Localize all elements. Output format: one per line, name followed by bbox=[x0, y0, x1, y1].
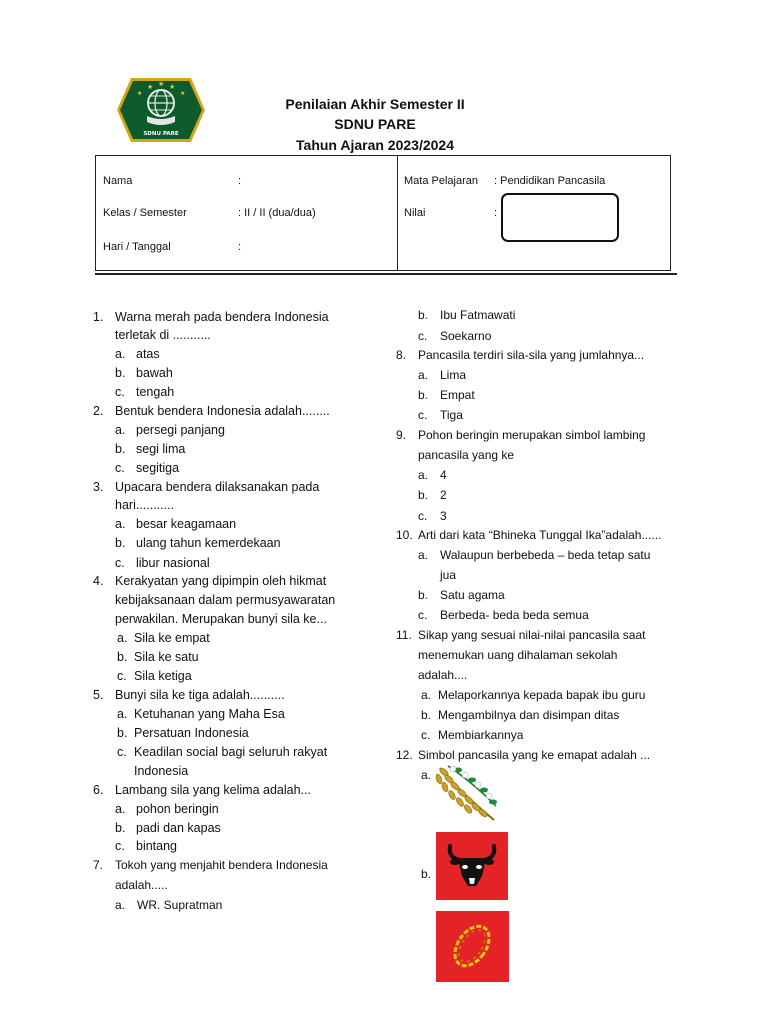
q1-option-a[interactable]: atas bbox=[136, 347, 160, 361]
q5-option-label: a. bbox=[117, 707, 128, 721]
q2-option-label: b. bbox=[115, 442, 126, 456]
school-logo bbox=[117, 76, 205, 144]
q6-text: Lambang sila yang kelima adalah... bbox=[115, 783, 311, 797]
q8-option-label: a. bbox=[418, 368, 429, 382]
q3-option-c[interactable]: libur nasional bbox=[136, 556, 210, 570]
svg-text:★: ★ bbox=[158, 80, 165, 88]
svg-text:★: ★ bbox=[180, 90, 186, 97]
padi-kapas-symbol[interactable] bbox=[432, 762, 502, 824]
q12-option-label: a. bbox=[421, 768, 432, 782]
q9-option-a[interactable]: 4 bbox=[440, 468, 447, 482]
q3-text: hari........... bbox=[115, 498, 175, 512]
academic-year: Tahun Ajaran 2023/2024 bbox=[296, 137, 454, 153]
q6-option-label: c. bbox=[115, 839, 125, 853]
q4-option-label: b. bbox=[117, 650, 128, 664]
q2-option-c[interactable]: segitiga bbox=[136, 461, 180, 475]
q11-text: Sikap yang sesuai nilai-nilai pancasila saat bbox=[418, 628, 646, 642]
svg-text:★: ★ bbox=[147, 83, 154, 91]
q4-number: 4. bbox=[93, 574, 104, 588]
q7-text: Tokoh yang menjahit bendera Indonesia bbox=[115, 858, 328, 872]
q4-text: Kerakyatan yang dipimpin oleh hikmat bbox=[115, 574, 327, 588]
q2-text: Bentuk bendera Indonesia adalah........ bbox=[115, 404, 330, 418]
q7-text: adalah..... bbox=[115, 878, 168, 892]
q6-option-label: a. bbox=[115, 802, 126, 816]
q10-option-b[interactable]: Satu agama bbox=[440, 588, 505, 602]
logo-text: SDNU PARE bbox=[143, 131, 179, 137]
kelas-field[interactable]: : II / II (dua/dua) bbox=[238, 207, 316, 219]
q5-option-label: c. bbox=[117, 745, 127, 759]
q10-option-label: c. bbox=[418, 608, 428, 622]
q7-option-label: b. bbox=[418, 308, 429, 322]
q5-option-c[interactable]: Keadilan social bagi seluruh rakyat bbox=[134, 745, 328, 759]
q4-option-label: a. bbox=[117, 631, 128, 645]
q9-text: pancasila yang ke bbox=[418, 448, 515, 462]
q8-option-a[interactable]: Lima bbox=[440, 368, 467, 382]
info-divider bbox=[397, 155, 398, 271]
q9-option-label: a. bbox=[418, 468, 429, 482]
q6-option-c[interactable]: bintang bbox=[136, 839, 178, 853]
hari-field[interactable]: : bbox=[238, 241, 242, 253]
q11-number: 11. bbox=[396, 628, 412, 642]
nama-field[interactable]: : bbox=[238, 175, 242, 187]
q5-option-label: b. bbox=[117, 726, 128, 740]
hari-label: Hari / Tanggal bbox=[103, 241, 171, 253]
q10-number: 10. bbox=[396, 528, 413, 542]
q8-option-label: c. bbox=[418, 408, 428, 422]
q7-number: 7. bbox=[93, 858, 104, 872]
q6-option-b[interactable]: padi dan kapas bbox=[136, 821, 221, 835]
q3-text: Upacara bendera dilaksanakan pada bbox=[115, 480, 320, 494]
q11-text: adalah.... bbox=[418, 668, 468, 682]
mapel-label: Mata Pelajaran bbox=[404, 175, 478, 187]
q11-option-label: c. bbox=[421, 728, 431, 742]
q3-option-a[interactable]: besar keagamaan bbox=[136, 517, 237, 531]
mapel-field: : Pendidikan Pancasila bbox=[494, 175, 606, 187]
q3-option-b[interactable]: ulang tahun kemerdekaan bbox=[136, 536, 281, 550]
q8-number: 8. bbox=[396, 348, 407, 362]
header-rule bbox=[95, 273, 677, 275]
q7-option-c[interactable]: Soekarno bbox=[440, 329, 492, 343]
q6-number: 6. bbox=[93, 783, 104, 797]
q1-number: 1. bbox=[93, 310, 104, 324]
q1-option-label: b. bbox=[115, 366, 126, 380]
q4-option-b[interactable]: Sila ke satu bbox=[134, 650, 199, 664]
q1-text: terletak di ........... bbox=[115, 328, 211, 342]
q5-option-a[interactable]: Ketuhanan yang Maha Esa bbox=[134, 707, 285, 721]
q1-option-label: c. bbox=[115, 385, 125, 399]
q9-option-c[interactable]: 3 bbox=[440, 509, 447, 523]
q10-option-c[interactable]: Berbeda- beda beda semua bbox=[440, 608, 589, 622]
q2-option-label: c. bbox=[115, 461, 125, 475]
q9-option-label: b. bbox=[418, 488, 429, 502]
svg-text:★: ★ bbox=[137, 90, 143, 97]
q8-text: Pancasila terdiri sila-sila yang jumlahnya... bbox=[418, 348, 645, 362]
q12-option-label: b. bbox=[421, 867, 432, 881]
q1-option-c[interactable]: tengah bbox=[136, 385, 175, 399]
school-name: SDNU PARE bbox=[334, 116, 416, 132]
exam-title: Penilaian Akhir Semester II bbox=[285, 96, 465, 112]
q8-option-b[interactable]: Empat bbox=[440, 388, 475, 402]
q6-option-label: b. bbox=[115, 821, 126, 835]
q9-number: 9. bbox=[396, 428, 407, 442]
q2-option-label: a. bbox=[115, 423, 126, 437]
q10-option-a[interactable]: Walaupun berbebeda – beda tetap satu bbox=[440, 548, 651, 562]
q3-option-label: a. bbox=[115, 517, 126, 531]
q3-number: 3. bbox=[93, 480, 104, 494]
q5-option-c-cont: Indonesia bbox=[134, 764, 189, 778]
q1-option-label: a. bbox=[115, 347, 126, 361]
q10-text: Arti dari kata “Bhineka Tunggal Ika”adalah...... bbox=[418, 528, 662, 542]
nilai-score-box[interactable] bbox=[501, 193, 619, 242]
q4-option-c[interactable]: Sila ketiga bbox=[134, 669, 192, 683]
q11-option-c[interactable]: Membiarkannya bbox=[438, 728, 524, 742]
q4-text: kebijaksanaan dalam permusyawaratan bbox=[115, 593, 336, 607]
q8-option-label: b. bbox=[418, 388, 429, 402]
q7-option-label: a. bbox=[115, 898, 126, 912]
q7-option-b[interactable]: Ibu Fatmawati bbox=[440, 308, 516, 322]
q5-text: Bunyi sila ke tiga adalah.......... bbox=[115, 688, 285, 702]
q11-option-b[interactable]: Mengambilnya dan disimpan ditas bbox=[438, 708, 620, 722]
q7-option-a[interactable]: WR. Supratman bbox=[137, 898, 223, 912]
nilai-colon: : bbox=[494, 207, 498, 219]
q11-option-label: b. bbox=[421, 708, 432, 722]
q12-number: 12. bbox=[396, 748, 413, 762]
q4-option-a[interactable]: Sila ke empat bbox=[134, 631, 210, 645]
nilai-label: Nilai bbox=[404, 207, 426, 219]
q4-text: perwakilan. Merupakan bunyi sila ke... bbox=[115, 612, 327, 626]
q11-option-a[interactable]: Melaporkannya kepada bapak ibu guru bbox=[438, 688, 646, 702]
q9-option-b[interactable]: 2 bbox=[440, 488, 447, 502]
q1-text: Warna merah pada bendera Indonesia bbox=[115, 310, 329, 324]
q3-option-label: b. bbox=[115, 536, 126, 550]
q10-option-a-cont: jua bbox=[440, 568, 457, 582]
q5-option-b[interactable]: Persatuan Indonesia bbox=[134, 726, 249, 740]
banteng-symbol[interactable] bbox=[436, 832, 508, 900]
q1-option-b[interactable]: bawah bbox=[136, 366, 173, 380]
q5-number: 5. bbox=[93, 688, 104, 702]
q12-text: Simbol pancasila yang ke emapat adalah ... bbox=[418, 748, 651, 762]
q11-text: menemukan uang dihalaman sekolah bbox=[418, 648, 618, 662]
q10-option-label: a. bbox=[418, 548, 429, 562]
q2-number: 2. bbox=[93, 404, 104, 418]
q8-option-c[interactable]: Tiga bbox=[440, 408, 463, 422]
q3-option-label: c. bbox=[115, 556, 125, 570]
q4-option-label: c. bbox=[117, 669, 127, 683]
q10-option-label: b. bbox=[418, 588, 429, 602]
q9-option-label: c. bbox=[418, 509, 428, 523]
kelas-label: Kelas / Semester bbox=[103, 207, 187, 219]
q2-option-a[interactable]: persegi panjang bbox=[136, 423, 225, 437]
q9-text: Pohon beringin merupakan simbol lambing bbox=[418, 428, 646, 442]
svg-text:★: ★ bbox=[169, 83, 176, 91]
q11-option-label: a. bbox=[421, 688, 432, 702]
q6-option-a[interactable]: pohon beringin bbox=[136, 802, 219, 816]
rantai-symbol[interactable] bbox=[436, 911, 509, 982]
q7-option-label: c. bbox=[418, 329, 428, 343]
q2-option-b[interactable]: segi lima bbox=[136, 442, 186, 456]
nama-label: Nama bbox=[103, 175, 133, 187]
